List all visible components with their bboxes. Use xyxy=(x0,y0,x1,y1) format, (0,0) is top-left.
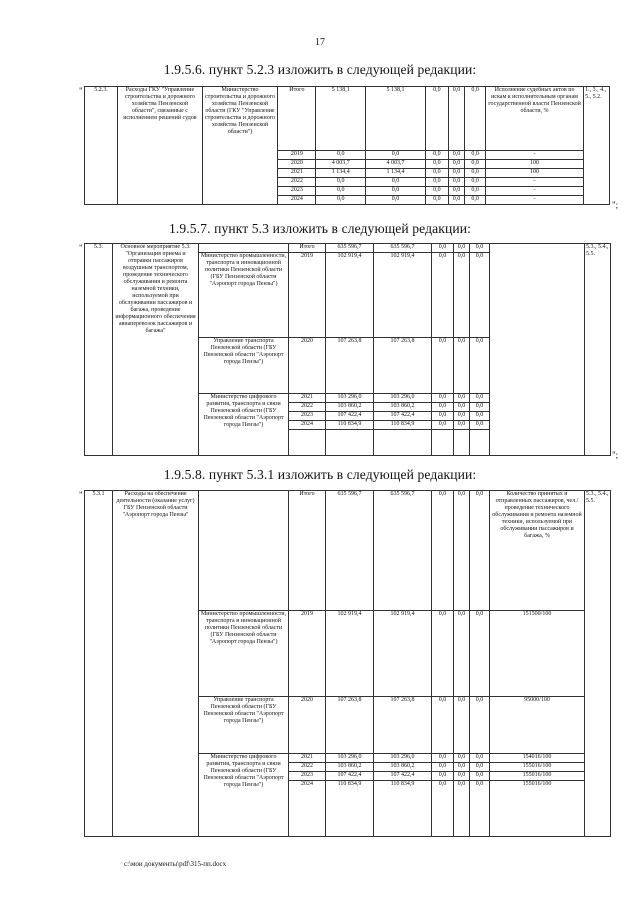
value-cell: 0,0 xyxy=(432,772,454,781)
regional-cell: 103 860,2 xyxy=(374,763,432,772)
year-cell: 2020 xyxy=(289,338,326,394)
total-cell: 107 422,4 xyxy=(326,412,374,421)
value-cell: 0,0 xyxy=(465,169,486,178)
value-cell: 0,0 xyxy=(470,781,490,837)
value-cell: 0,0 xyxy=(465,196,486,205)
value-cell: 0,0 xyxy=(448,87,465,151)
value-cell: 0,0 xyxy=(454,244,470,253)
total-cell: 103 860,2 xyxy=(326,763,374,772)
value-cell: 0,0 xyxy=(432,244,454,253)
empty-cell xyxy=(454,430,470,456)
executor-a: Министерство промышленности, транспорта и инновационной политики Пензенской области (ГБУ Пензенской области "Аэропорт города Пензы") xyxy=(199,253,289,338)
indicator-value: 154016/100 xyxy=(490,754,585,763)
value-cell: 0,0 xyxy=(454,412,470,421)
year-cell: 2024 xyxy=(278,196,316,205)
value-cell: 0,0 xyxy=(465,160,486,169)
quote-open-3: " xyxy=(79,490,83,500)
value-cell: 0,0 xyxy=(448,187,465,196)
empty-cell xyxy=(326,430,374,456)
value-cell: 0,0 xyxy=(470,763,490,772)
regional-cell: 107 422,4 xyxy=(374,412,432,421)
year-cell: 2023 xyxy=(289,412,326,421)
section-heading-2: 1.9.5.7. пункт 5.3 изложить в следующей редакции: xyxy=(168,221,471,236)
regional-cell: 0,0 xyxy=(366,196,426,205)
total-cell: 107 263,8 xyxy=(326,697,374,754)
regional-cell: 102 919,4 xyxy=(374,253,432,338)
value-cell: 0,0 xyxy=(470,394,490,403)
total-cell: 635 596,7 xyxy=(326,244,374,253)
page-number: 17 xyxy=(315,37,325,48)
value-cell: 0,0 xyxy=(470,772,490,781)
regional-cell: 4 003,7 xyxy=(366,160,426,169)
year-cell: 2022 xyxy=(289,763,326,772)
year-cell: 2021 xyxy=(278,169,316,178)
empty-cell xyxy=(374,430,432,456)
total-cell: 110 834,9 xyxy=(326,781,374,837)
value-cell: 0,0 xyxy=(426,87,449,151)
value-cell: 0,0 xyxy=(432,754,454,763)
regional-cell: 110 834,9 xyxy=(374,421,432,430)
total-cell: 110 834,9 xyxy=(326,421,374,430)
footer-file-path: c:\мои документы\pdf\315-пп.docx xyxy=(124,860,227,868)
table-section-1 xyxy=(84,86,610,205)
year-cell: Итого xyxy=(289,244,326,253)
empty-cell xyxy=(470,430,490,456)
value-cell: 0,0 xyxy=(470,491,490,611)
value-cell: 0,0 xyxy=(426,187,449,196)
indicator-name: Количество принятых и отправленных пассажиров, чел./проведение технического обслуживания и ремонта наземной техники, используемой при обслуживании пассажиров и багажа, % xyxy=(490,491,585,611)
value-cell: 0,0 xyxy=(454,253,470,338)
value-cell: 0,0 xyxy=(465,187,486,196)
year-cell: 2024 xyxy=(289,421,326,430)
indicator-value: - xyxy=(485,178,583,187)
executor-a: Министерство промышленности, транспорта и инновационной политики Пензенской области (ГБУ Пензенской области "Аэропорт города Пензы") xyxy=(199,611,289,697)
value-cell: 0,0 xyxy=(432,403,454,412)
regional-cell: 107 263,8 xyxy=(374,338,432,394)
value-cell: 0,0 xyxy=(448,178,465,187)
value-cell: 0,0 xyxy=(448,196,465,205)
value-cell: 0,0 xyxy=(432,421,454,430)
value-cell: 0,0 xyxy=(426,178,449,187)
indicator-value: 100 xyxy=(485,169,583,178)
total-cell: 0,0 xyxy=(316,178,366,187)
table-section-2 xyxy=(84,243,611,456)
year-cell: 2022 xyxy=(278,178,316,187)
executor-c: Министерство цифрового развития, транспорта и связи Пензенской области (ГБУ Пензенской области "Аэропорт города Пензы") xyxy=(199,754,289,837)
table-row xyxy=(85,87,610,151)
indicator-value: 155016/100 xyxy=(490,772,585,781)
value-cell: 0,0 xyxy=(465,87,486,151)
table-row xyxy=(85,491,611,611)
empty-cell xyxy=(199,244,289,253)
value-cell: 0,0 xyxy=(470,611,490,697)
regional-cell: 110 834,9 xyxy=(374,781,432,837)
value-cell: 0,0 xyxy=(432,412,454,421)
value-cell: 0,0 xyxy=(454,781,470,837)
value-cell: 0,0 xyxy=(465,151,486,160)
value-cell: 0,0 xyxy=(432,394,454,403)
indicator-value: 155016/100 xyxy=(490,781,585,837)
regional-cell: 107 422,4 xyxy=(374,772,432,781)
value-cell: 0,0 xyxy=(465,178,486,187)
value-cell: 0,0 xyxy=(470,421,490,430)
item-number: 5.2.3. xyxy=(85,87,118,205)
value-cell: 0,0 xyxy=(470,754,490,763)
year-cell: Итого xyxy=(278,87,316,151)
value-cell: 0,0 xyxy=(470,412,490,421)
regional-cell: 107 263,8 xyxy=(374,697,432,754)
total-cell: 103 296,0 xyxy=(326,394,374,403)
regional-cell: 0,0 xyxy=(366,187,426,196)
indicator-value: - xyxy=(485,151,583,160)
total-cell: 0,0 xyxy=(316,151,366,160)
indicator-value: - xyxy=(485,196,583,205)
value-cell: 0,0 xyxy=(454,763,470,772)
section-heading-1: 1.9.5.6. пункт 5.2.3 изложить в следующей редакции: xyxy=(163,62,477,77)
total-cell: 107 422,4 xyxy=(326,772,374,781)
item-name: Расходы на обеспечение деятельности (оказание услуг) ГБУ Пензенской области "Аэропорт города Пензы" xyxy=(113,491,199,837)
regional-cell: 103 860,2 xyxy=(374,403,432,412)
total-cell: 102 919,4 xyxy=(326,611,374,697)
year-cell: 2019 xyxy=(289,253,326,338)
regional-cell: 1 134,4 xyxy=(366,169,426,178)
indicator-value: 151500/100 xyxy=(490,611,585,697)
value-cell: 0,0 xyxy=(454,394,470,403)
value-cell: 0,0 xyxy=(432,611,454,697)
indicator-name: Исполнение судебных актов по искам к исполнительным органам государственной власти Пензенской области, % xyxy=(485,87,583,151)
table-section-3 xyxy=(84,490,611,837)
year-cell: 2021 xyxy=(289,394,326,403)
table-row xyxy=(85,244,611,253)
item-name: Основное мероприятие 5.3. "Организация приема и отправки пассажиров воздушным транспортом, проведение технического обслуживания и ремонта наземной техники, используемой при обслуживании пассажиров и багажа, проведение информационного обеспечения авиаперевозок пассажиров и багажа" xyxy=(113,244,199,456)
total-cell: 103 296,0 xyxy=(326,754,374,763)
year-cell: Итого xyxy=(289,491,326,611)
total-cell: 102 919,4 xyxy=(326,253,374,338)
value-cell: 0,0 xyxy=(454,772,470,781)
total-cell: 4 003,7 xyxy=(316,160,366,169)
value-cell: 0,0 xyxy=(454,491,470,611)
related-items: 5.3., 5.4., 5.5. xyxy=(585,491,611,837)
related-items: 1., 3., 4., 5., 5.2. xyxy=(584,87,610,205)
quote-close-2: "; xyxy=(612,450,619,460)
related-items: 5.3., 5.4., 5.5. xyxy=(585,244,611,456)
empty-cell xyxy=(490,244,585,456)
indicator-value: 155016/100 xyxy=(490,763,585,772)
item-name: Расходы ГКУ "Управление строительства и дорожного хозяйства Пензенской области", связанные с исполнением решений судов xyxy=(118,87,203,205)
value-cell: 0,0 xyxy=(448,169,465,178)
executor-b: Управление транспорта Пензенской области (ГБУ Пензенской области "Аэропорт города Пензы") xyxy=(199,697,289,754)
quote-open-1: " xyxy=(79,86,83,96)
total-cell: 103 860,2 xyxy=(326,403,374,412)
value-cell: 0,0 xyxy=(426,169,449,178)
value-cell: 0,0 xyxy=(454,421,470,430)
total-cell: 0,0 xyxy=(316,187,366,196)
value-cell: 0,0 xyxy=(448,160,465,169)
value-cell: 0,0 xyxy=(426,160,449,169)
regional-cell: 5 138,1 xyxy=(366,87,426,151)
year-cell: 2024 xyxy=(289,781,326,837)
indicator-value: 95000/100 xyxy=(490,697,585,754)
value-cell: 0,0 xyxy=(432,338,454,394)
regional-cell: 635 596,7 xyxy=(374,244,432,253)
year-cell: 2019 xyxy=(289,611,326,697)
empty-cell xyxy=(199,491,289,611)
year-cell: 2020 xyxy=(289,697,326,754)
value-cell: 0,0 xyxy=(432,763,454,772)
quote-close-1: "; xyxy=(612,200,619,210)
executor-b: Управление транспорта Пензенской области (ГБУ Пензенской области "Аэропорт города Пензы") xyxy=(199,338,289,394)
year-cell: 2023 xyxy=(278,187,316,196)
value-cell: 0,0 xyxy=(432,491,454,611)
value-cell: 0,0 xyxy=(448,151,465,160)
regional-cell: 635 596,7 xyxy=(374,491,432,611)
executor-c: Министерство цифрового развития, транспорта и связи Пензенской области (ГБУ Пензенской области "Аэропорт города Пензы") xyxy=(199,394,289,456)
value-cell: 0,0 xyxy=(432,253,454,338)
indicator-value: - xyxy=(485,187,583,196)
empty-cell xyxy=(432,430,454,456)
year-cell: 2022 xyxy=(289,403,326,412)
value-cell: 0,0 xyxy=(426,151,449,160)
total-cell: 107 263,8 xyxy=(326,338,374,394)
section-heading-3: 1.9.5.8. пункт 5.3.1 изложить в следующей редакции: xyxy=(163,467,477,482)
regional-cell: 103 296,0 xyxy=(374,754,432,763)
regional-cell: 103 296,0 xyxy=(374,394,432,403)
empty-cell xyxy=(289,430,326,456)
regional-cell: 102 919,4 xyxy=(374,611,432,697)
item-executor: Министерство строительства и дорожного хозяйства Пензенской области (ГКУ "Управление строительства и дорожного хозяйства Пензенской области") xyxy=(202,87,277,205)
quote-open-2: " xyxy=(79,243,83,253)
item-number: 5.3. xyxy=(85,244,113,456)
year-cell: 2023 xyxy=(289,772,326,781)
year-cell: 2020 xyxy=(278,160,316,169)
value-cell: 0,0 xyxy=(470,244,490,253)
value-cell: 0,0 xyxy=(426,196,449,205)
value-cell: 0,0 xyxy=(454,754,470,763)
year-cell: 2019 xyxy=(278,151,316,160)
value-cell: 0,0 xyxy=(470,338,490,394)
total-cell: 1 134,4 xyxy=(316,169,366,178)
value-cell: 0,0 xyxy=(470,253,490,338)
total-cell: 635 596,7 xyxy=(326,491,374,611)
value-cell: 0,0 xyxy=(454,338,470,394)
total-cell: 5 138,1 xyxy=(316,87,366,151)
regional-cell: 0,0 xyxy=(366,151,426,160)
year-cell: 2021 xyxy=(289,754,326,763)
value-cell: 0,0 xyxy=(432,781,454,837)
value-cell: 0,0 xyxy=(454,403,470,412)
value-cell: 0,0 xyxy=(454,697,470,754)
item-number: 5.3.1 xyxy=(85,491,113,837)
regional-cell: 0,0 xyxy=(366,178,426,187)
total-cell: 0,0 xyxy=(316,196,366,205)
value-cell: 0,0 xyxy=(432,697,454,754)
value-cell: 0,0 xyxy=(470,403,490,412)
value-cell: 0,0 xyxy=(470,697,490,754)
value-cell: 0,0 xyxy=(454,611,470,697)
indicator-value: 100 xyxy=(485,160,583,169)
